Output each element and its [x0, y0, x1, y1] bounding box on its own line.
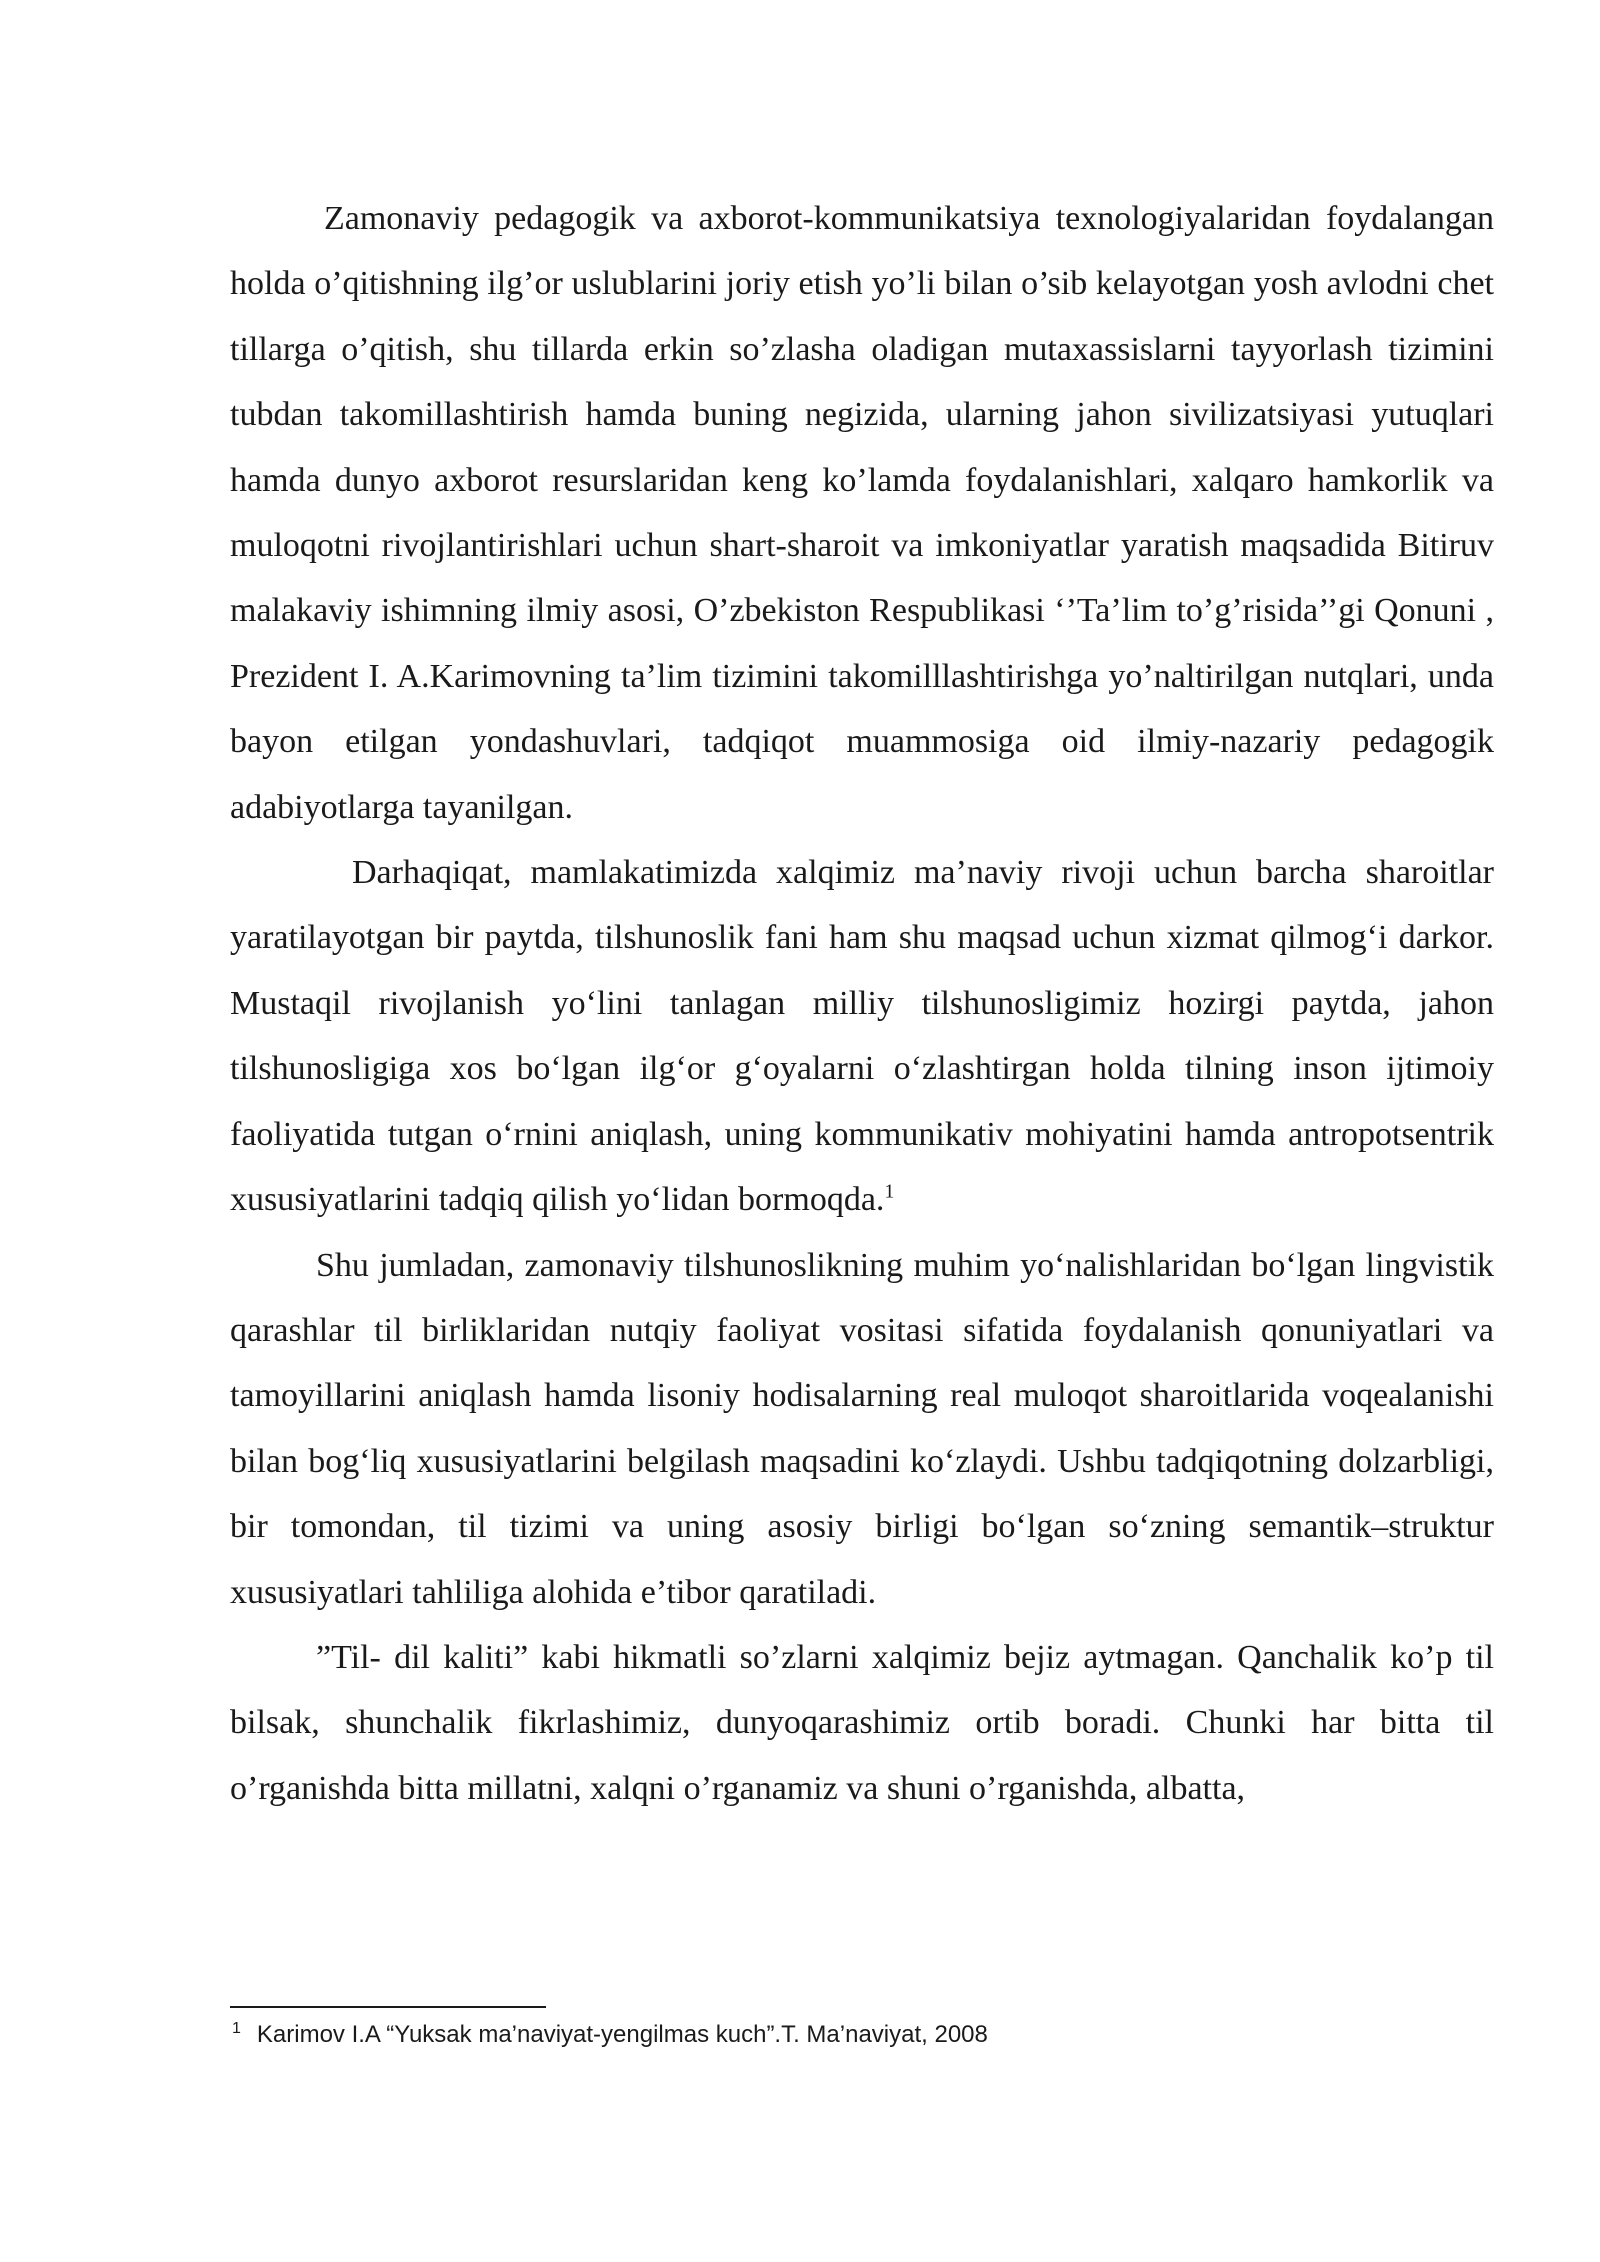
body-text [230, 186, 1494, 1821]
footnote-text: Karimov I.A “Yuksak ma’naviyat-yengilmas kuch”.T. Ma’naviyat, 2008 [256, 2021, 988, 2048]
paragraph-2-text: Darhaqiqat, mamlakatimizda xalqimiz ma’naviy rivoji uchun barcha sharoitlar yaratilayotgan bir paytda, tilshunoslik fani ham shu maqsad uchun xizmat qilmog‘i darkor. Mustaqil rivojlanish yo‘lini tanlagan milliy tilshunosligimiz hozirgi paytda, jahon tilshunosligiga xos bo‘lgan ilg‘or g‘oyalarni o‘zlashtirgan holda tilning inson ijtimoiy faoliyatida tutgan o‘rnini aniqlash, uning kommunikativ mohiyatini hamda antropotsentrik xususiyatlarini tadqiq qilish yo‘lidan bormoqda. [230, 854, 1494, 1219]
paragraph-4: ”Til- dil kaliti” kabi hikmatli so’zlarni xalqimiz bejiz aytmagan. Qanchalik ko’p til bilsak, shunchalik fikrlashimiz, dunyoqarashimiz ortib boradi. Chunki har bitta til o’rganishda bitta millatni, xalqni o’rganamiz va shuni o’rganishda, albatta, [230, 1638, 1494, 1807]
paragraph-3: Shu jumladan, zamonaviy tilshunoslikning muhim yo‘nalishlaridan bo‘lgan lingvistik qarashlar til birliklaridan nutqiy faoliyat vositasi sifatida foydalanish qonuniyatlari va tamoyillarini aniqlash hamda lisoniy hodisalarning real muloqot sharoitlarida voqealanishi bilan bog‘liq xususiyatlarini belgilash maqsadini ko‘zlaydi. Ushbu tadqiqotning dolzarbligi, bir tomondan, til tizimi va uning asosiy birligi bo‘lgan so‘zning semantik–struktur xususiyatlari tahliliga alohida e’tibor qaratiladi. [230, 1246, 1494, 1611]
footnote [232, 2018, 1492, 2052]
footnote-reference[interactable]: 1 [884, 1180, 895, 1203]
footnote-number: 1 [232, 2020, 241, 2037]
paragraph-2 [230, 840, 1494, 1232]
paragraph-1: Zamonaviy pedagogik va axborot-kommunikatsiya texnologiyalaridan foydalangan holda o’qitishning ilg’or uslublarini joriy etish yo’li bilan o’sib kelayotgan yosh avlodni chet tillarga o’qitish, shu tillarda erkin so’zlasha oladigan mutaxassislarni tayyorlash tizimini tubdan takomillashtirish hamda buning negizida, ularning jahon sivilizatsiyasi yutuqlari hamda dunyo axborot resurslaridan keng ko’lamda foydalanishlari, xalqaro hamkorlik va muloqotni rivojlantirishlari uchun shart-sharoit va imkoniyatlar yaratish maqsadida Bitiruv malakaviy ishimning ilmiy asosi, O’zbekiston Respublikasi ‘’Ta’lim to’g’risida’’gi Qonuni , Prezident I. A.Karimovning ta’lim tizimini takomilllashtirishga yo’naltirilgan nutqlari, unda bayon etilgan yondashuvlari, tadqiqot muammosiga oid ilmiy-nazariy pedagogik adabiyotlarga tayanilgan. [230, 200, 1494, 826]
footnote-separator [230, 2006, 546, 2008]
